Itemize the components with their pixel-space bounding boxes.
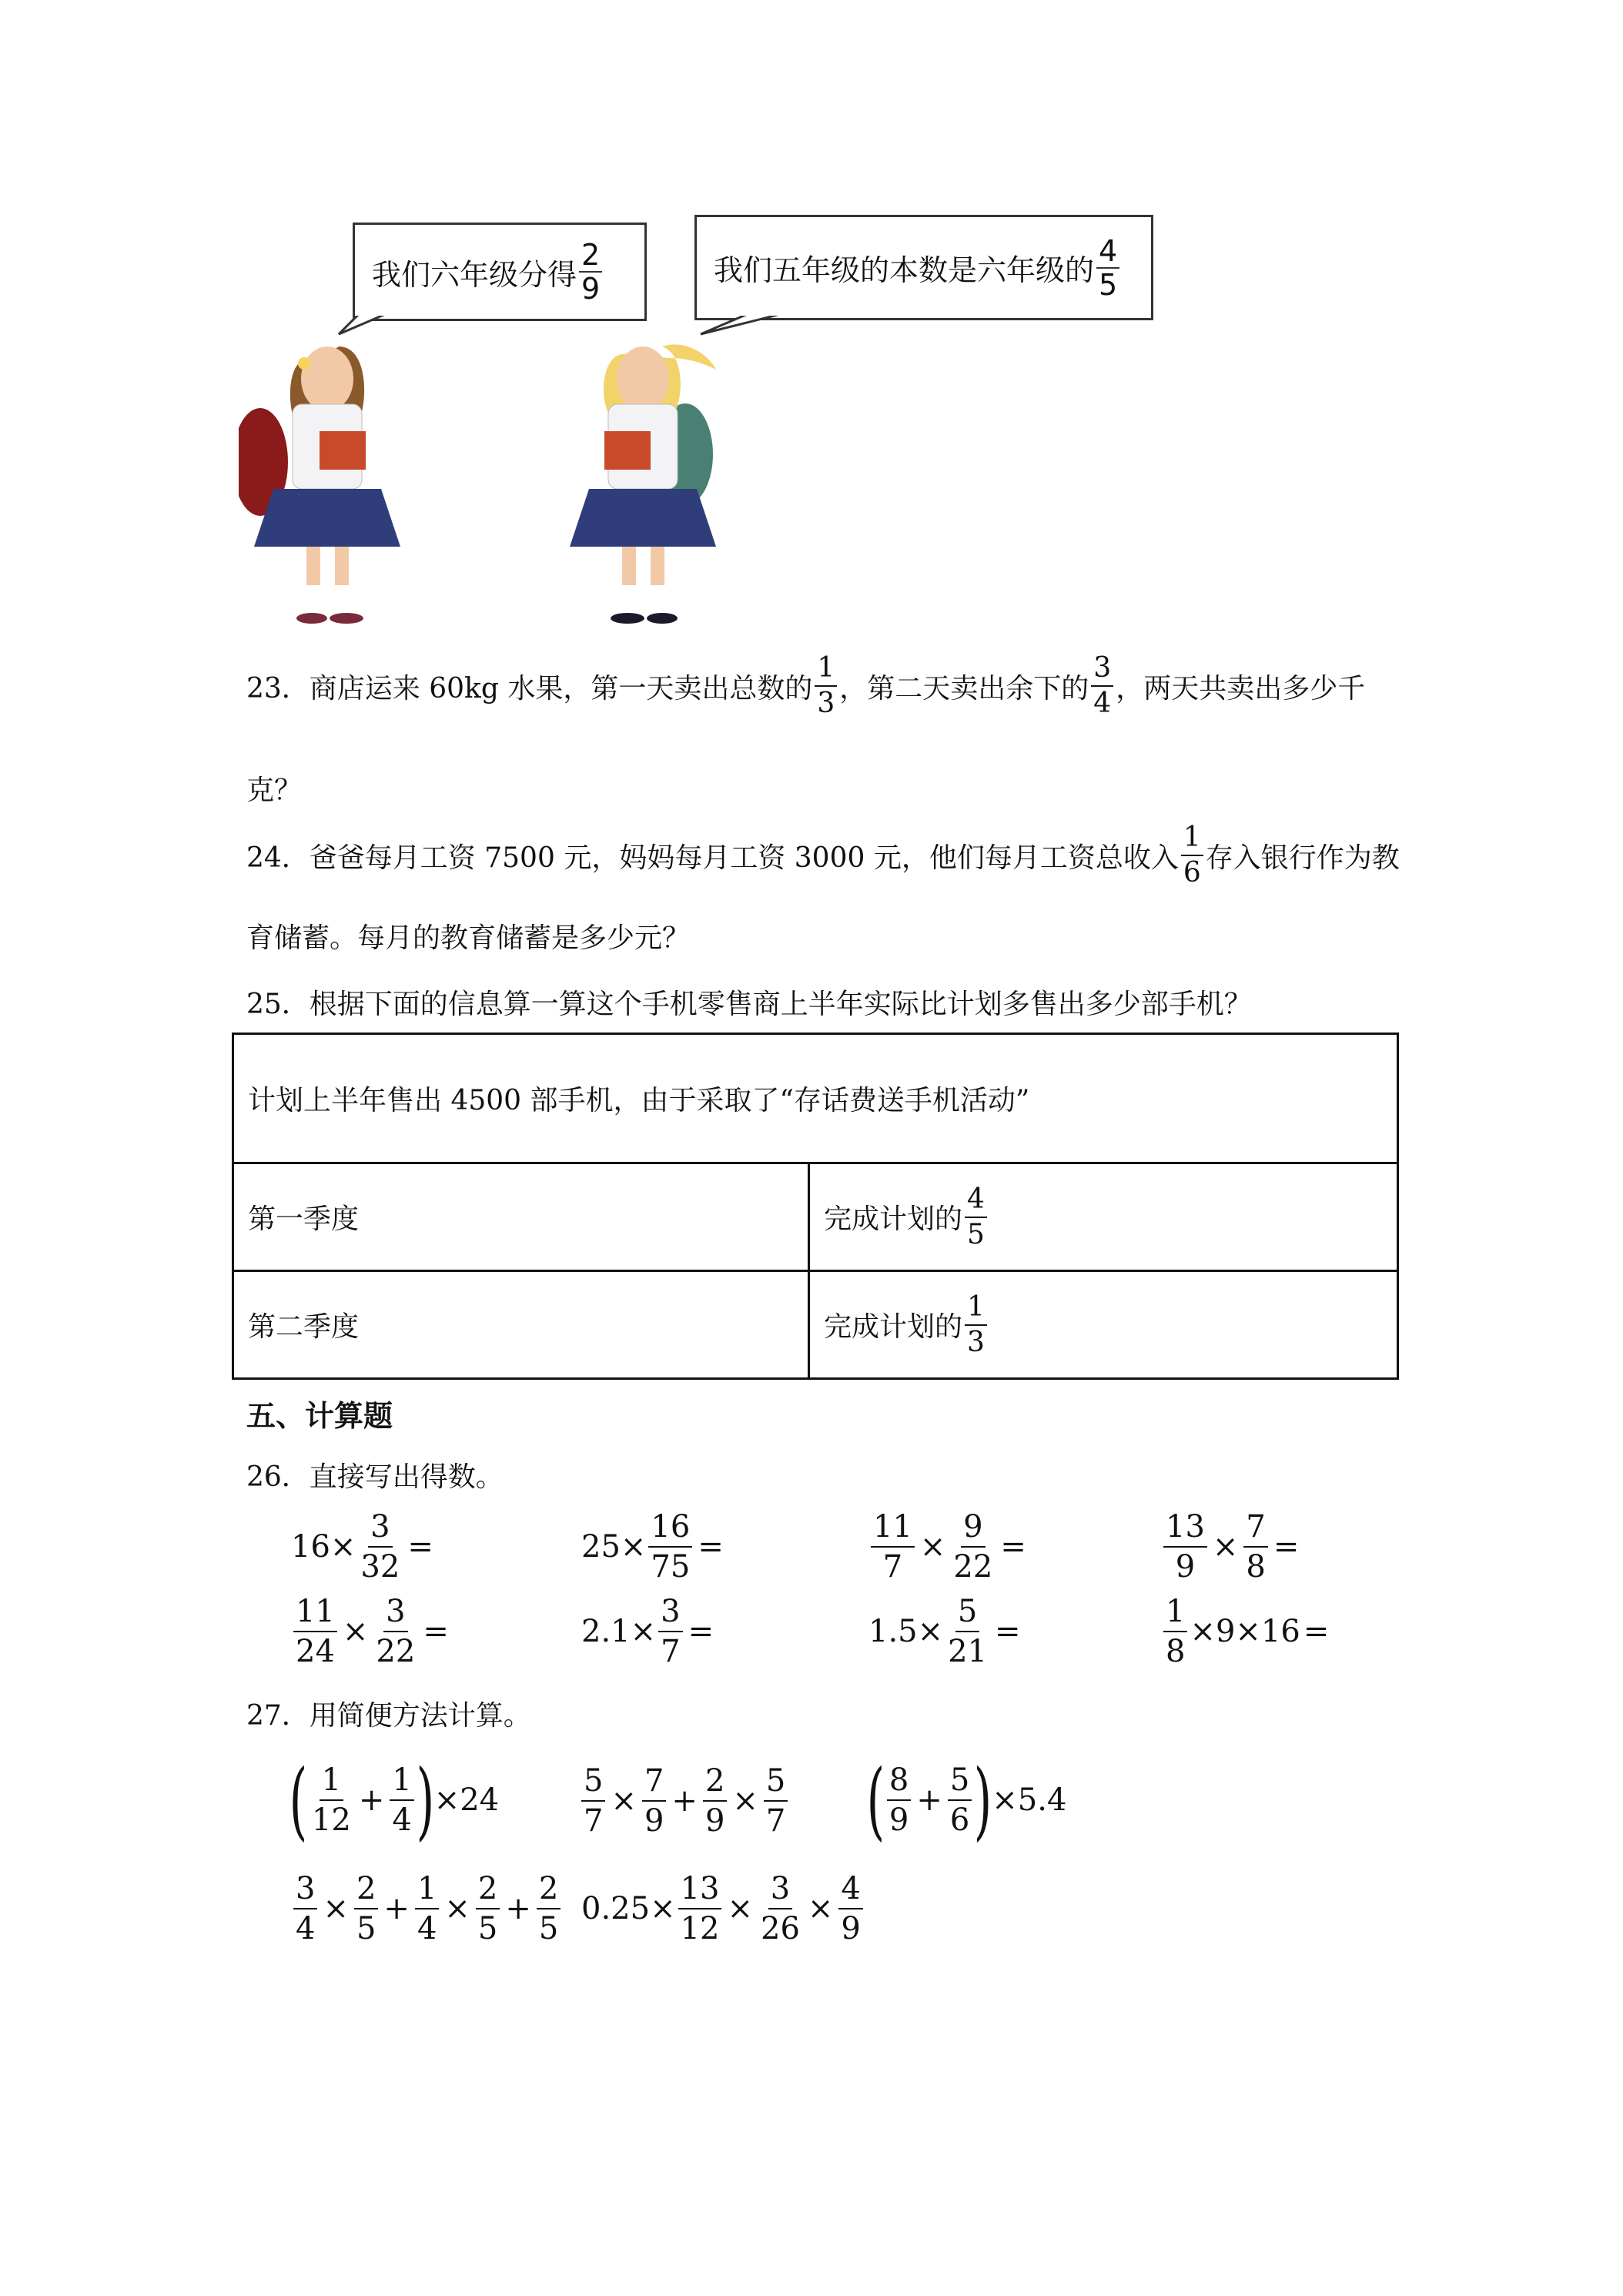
q26-item-4: $\frac{13}{9}$ × $\frac{7}{8}$ =: [1161, 1511, 1302, 1582]
q23-fraction-2: $\frac{3}{4}$: [1091, 654, 1113, 718]
section-5-title: 五、计算题: [246, 1399, 393, 1433]
q27-expr-2: $\frac{5}{7}$ × $\frac{7}{9}$ + $\frac{2}{9}$ × $\frac{5}{7}$: [579, 1766, 790, 1836]
row-label: 第一季度: [233, 1163, 809, 1271]
q26-item-2: 25× $\frac{16}{75}$ =: [581, 1509, 724, 1585]
q27-expr-5: 0.25× $\frac{13}{12}$ × $\frac{3}{26}$ × $\frac{4}{9}$: [581, 1873, 865, 1944]
q26-item-3: $\frac{11}{7}$ × $\frac{9}{22}$ =: [868, 1511, 1029, 1582]
q27-expr-1: ( $\frac{1}{12}$ + $\frac{1}{4}$ ) ×24: [289, 1751, 500, 1849]
q23-text-end: ，两天共卖出多少千: [1116, 672, 1366, 705]
q23-fraction-1: $\frac{1}{3}$: [815, 654, 837, 718]
bubble-left-fraction: $\frac{2}{9}$: [579, 240, 602, 303]
girls-illustration: [239, 316, 778, 624]
speech-bubble-right: [694, 215, 1153, 320]
bubble-right-text: 我们五年级的本数是六年级的: [714, 253, 1095, 287]
girl-left: [239, 346, 400, 624]
q23-text: 23．商店运来 60kg 水果，第一天卖出总数的: [246, 672, 813, 705]
q24-line2: 育储蓄。每月的教育储蓄是多少元？: [246, 922, 691, 954]
q24-text-end: 存入银行作为教: [1205, 842, 1400, 874]
q26-item-5: $\frac{11}{24}$ × $\frac{3}{22}$ =: [291, 1596, 452, 1667]
row-value: 完成计划的 $\frac{1}{3}$: [809, 1271, 1398, 1379]
speech-bubble-left: [353, 223, 647, 321]
q27-expr-3: ( $\frac{8}{9}$ + $\frac{5}{6}$ ) ×5.4: [866, 1751, 1067, 1849]
table-row: [233, 1163, 1398, 1271]
girl-right: [570, 344, 716, 624]
bubble-right-fraction: $\frac{4}{5}$: [1096, 236, 1119, 300]
bubble-left-tail: [339, 316, 393, 334]
q24-text: 24．爸爸每月工资 7500 元，妈妈每月工资 3000 元，他们每月工资总收入: [246, 842, 1179, 874]
q23-line2: 克？: [246, 775, 303, 806]
q26-item-6: 2.1× $\frac{3}{7}$ =: [581, 1594, 714, 1669]
bubble-right-tail: [701, 316, 778, 334]
question-26: 26．直接写出得数。: [246, 1461, 504, 1493]
question-27: 27．用简便方法计算。: [246, 1700, 531, 1732]
table-header-cell: 计划上半年售出 4500 部手机，由于采取了“存话费送手机活动”: [233, 1034, 1398, 1163]
question-24: [246, 824, 1400, 887]
question-25: 25．根据下面的信息算一算这个手机零售商上半年实际比计划多售出多少部手机？: [246, 989, 1252, 1020]
q25-info-table: [232, 1033, 1399, 1380]
table-row: [233, 1271, 1398, 1379]
q24-fraction: $\frac{1}{6}$: [1181, 824, 1203, 887]
q27-expr-4: $\frac{3}{4}$ × $\frac{2}{5}$ + $\frac{1}{4}$ × $\frac{2}{5}$ + $\frac{2}{5}$: [291, 1873, 563, 1944]
bubble-left-text: 我们六年级分得: [372, 257, 577, 292]
row-value: 完成计划的 $\frac{4}{5}$: [809, 1163, 1398, 1271]
q26-item-7: 1.5× $\frac{5}{21}$ =: [868, 1594, 1021, 1669]
row-label: 第二季度: [233, 1271, 809, 1379]
q23-text-mid: ，第二天卖出余下的: [839, 672, 1089, 705]
q26-item-8: $\frac{1}{8}$ ×9×16 =: [1161, 1596, 1332, 1667]
q26-item-1: 16× $\frac{3}{32}$ =: [291, 1509, 433, 1585]
question-23: [246, 654, 1365, 718]
